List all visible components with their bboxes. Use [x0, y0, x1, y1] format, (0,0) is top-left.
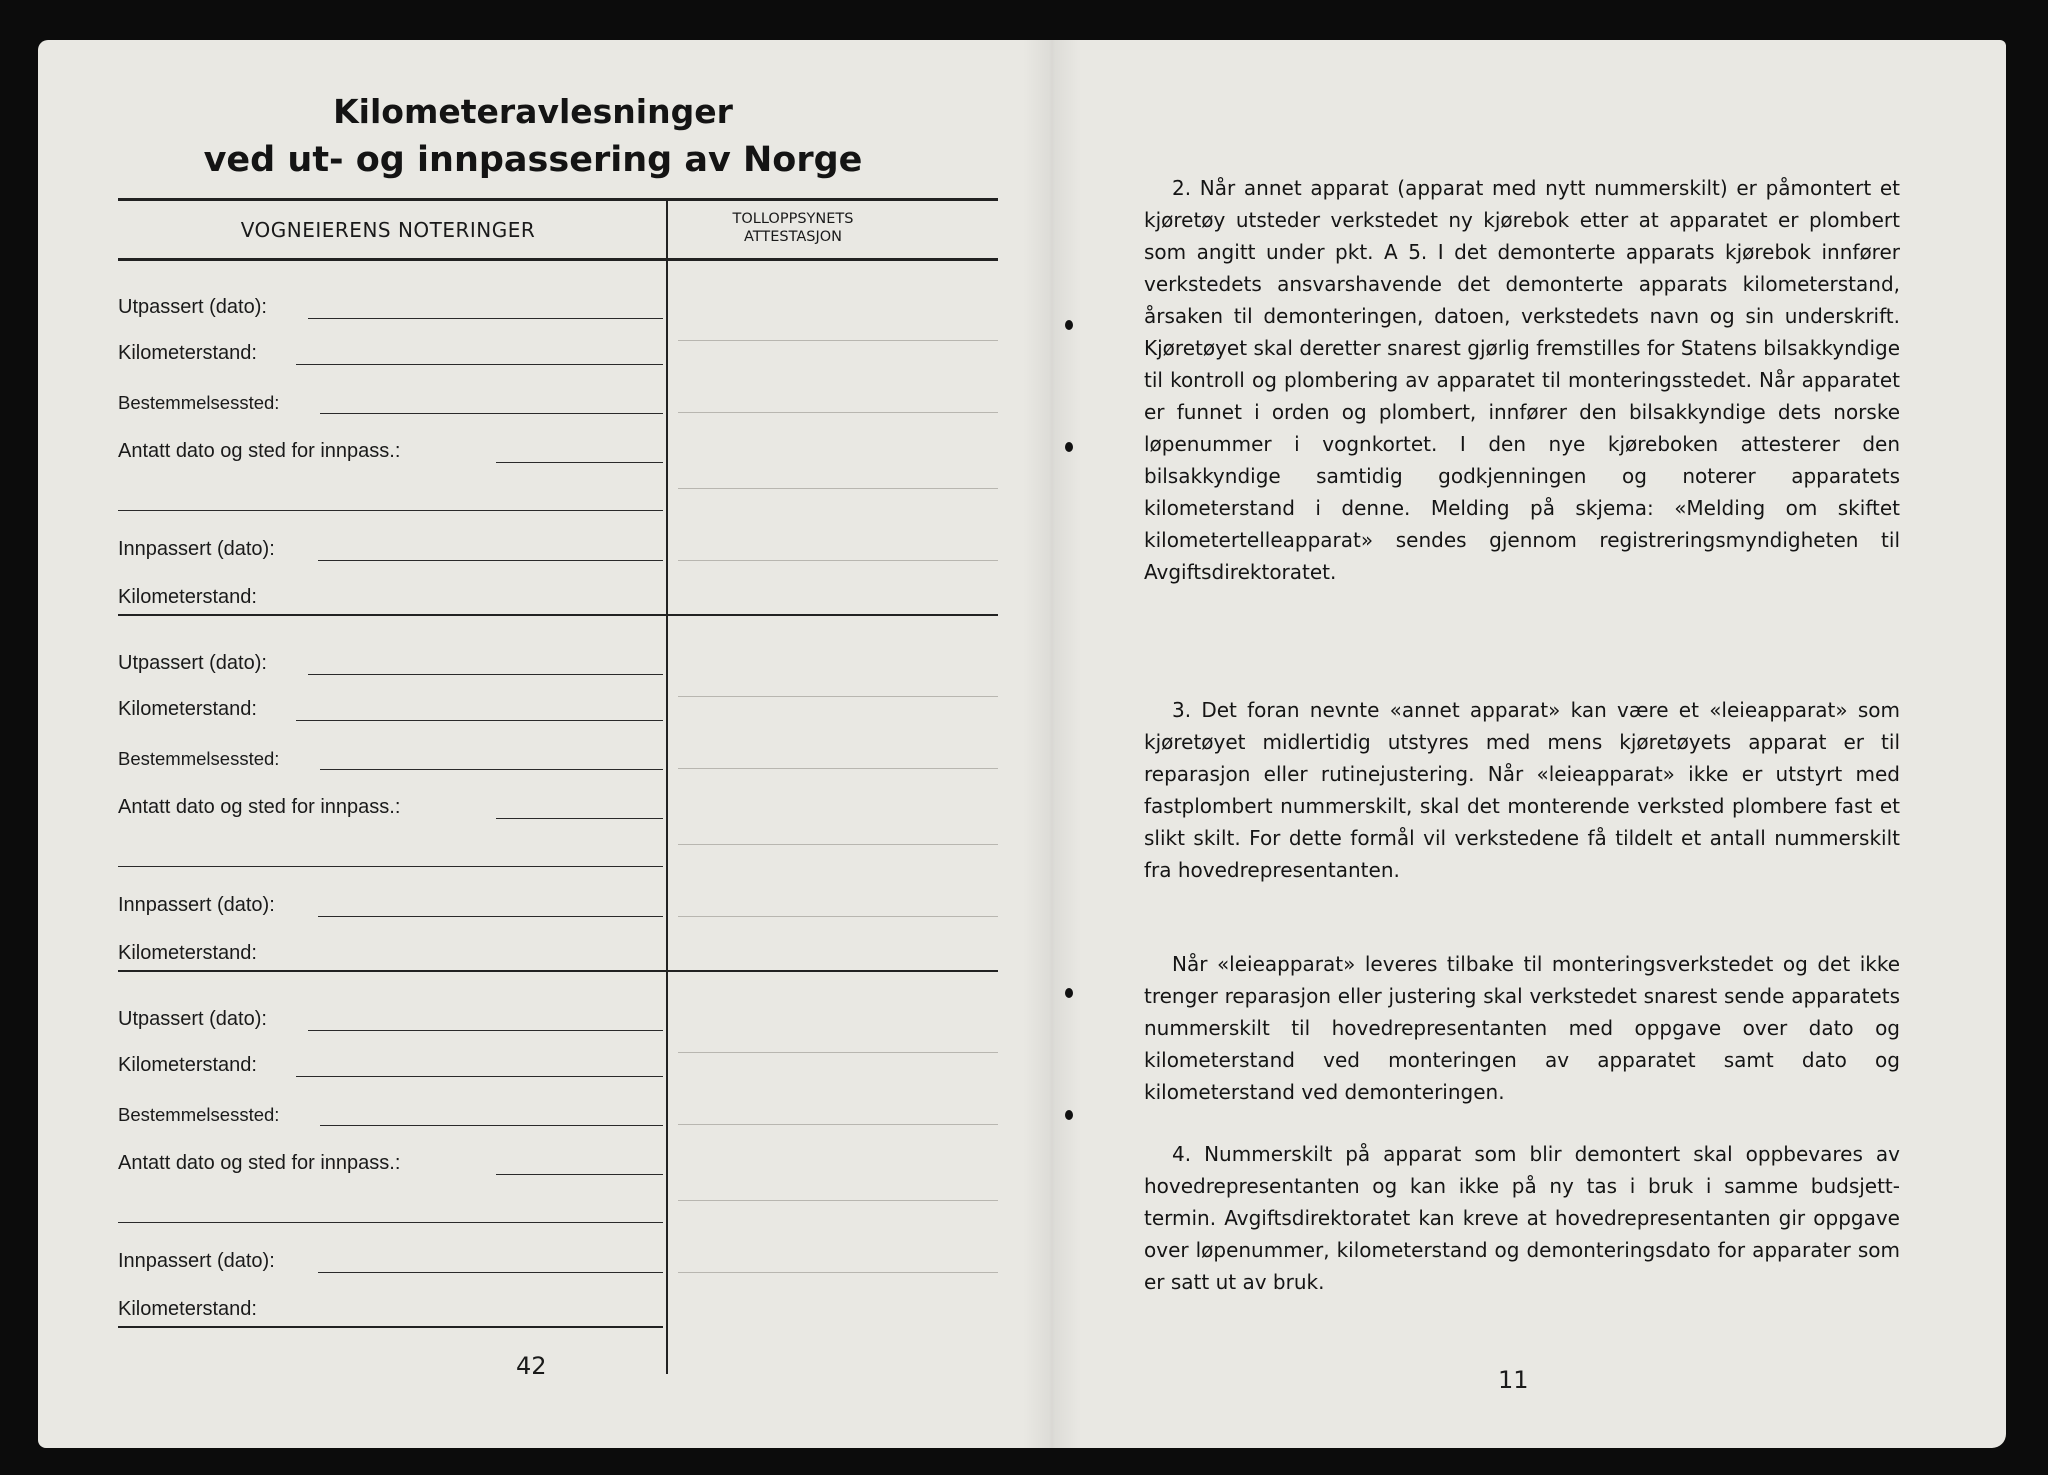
label-antatt-dato-sted: Antatt dato og sted for innpass.: — [118, 1152, 401, 1174]
label-bestemmelsessted: Bestemmelsessted: — [118, 1104, 280, 1125]
label-utpassert: Utpassert (dato): — [118, 1008, 267, 1030]
customs-field[interactable] — [678, 340, 998, 341]
field-kilometerstand[interactable] — [296, 364, 663, 365]
label-kilometerstand: Kilometerstand: — [118, 698, 257, 720]
label-innpassert: Innpassert (dato): — [118, 894, 275, 916]
column-header-customs-attestation — [663, 210, 923, 246]
staple-hole — [1065, 1110, 1073, 1120]
paragraph-4: 4. Nummerskilt på apparat som blir demontert skal oppbevares av hovedrepresentanten og kan ikke på ny tas i bruk i samme budsjett-termin. Avgiftsdirektoratet kan kreve at hovedrepresentanten gir oppgave over løpenummer, kilometerstand og demonteringsdato for apparater som er satt ut av bruk. — [1144, 1142, 1900, 1294]
label-innpassert: Innpassert (dato): — [118, 538, 275, 560]
staple-hole — [1065, 320, 1073, 330]
field-bestemmelsessted[interactable] — [320, 1125, 663, 1126]
table-top-rule — [118, 198, 998, 201]
field-antatt-dato-sted-line2[interactable] — [118, 1222, 663, 1223]
label-bestemmelsessted: Bestemmelsessted: — [118, 392, 280, 413]
header-bottom-rule — [118, 258, 998, 261]
customs-field[interactable] — [678, 412, 998, 413]
staple-hole — [1065, 988, 1073, 998]
label-kilometerstand: Kilometerstand: — [118, 1054, 257, 1076]
customs-field[interactable] — [678, 1052, 998, 1053]
column-divider — [666, 198, 668, 1374]
field-utpassert[interactable] — [308, 1030, 663, 1031]
field-kilometerstand[interactable] — [296, 720, 663, 721]
page-number-left: 42 — [516, 1352, 547, 1380]
label-kilometerstand: Kilometerstand: — [118, 586, 257, 608]
field-bestemmelsessted[interactable] — [320, 769, 663, 770]
section-divider — [118, 970, 998, 972]
customs-field[interactable] — [678, 916, 998, 917]
field-utpassert[interactable] — [308, 674, 663, 675]
customs-field[interactable] — [678, 768, 998, 769]
customs-header-line1: TOLLOPPSYNETS — [732, 211, 854, 227]
staple-hole — [1065, 442, 1073, 452]
customs-field[interactable] — [678, 844, 998, 845]
label-innpassert: Innpassert (dato): — [118, 1250, 275, 1272]
customs-field[interactable] — [678, 1200, 998, 1201]
field-antatt-dato-sted-line2[interactable] — [118, 866, 663, 867]
page-number-right: 11 — [1498, 1366, 1529, 1394]
customs-field[interactable] — [678, 488, 998, 489]
label-kilometerstand: Kilometerstand: — [118, 1298, 257, 1320]
field-antatt-dato-sted[interactable] — [496, 1174, 663, 1175]
field-antatt-dato-sted-line2[interactable] — [118, 510, 663, 511]
paragraph-2: 2. Når annet apparat (apparat med nytt nummerskilt) er påmontert et kjøretøy utsteder verkstedet ny kjørebok etter at apparatet er plombert som angitt under pkt. A 5. I det demonterte apparats kjørebok innfører verkstedets ansvarshavende det demonterte apparats kilometerstand, årsaken til demonteringen, datoen, verkstedets navn og sin underskrift. Kjøretøyet skal deretter snarest gjørlig fremstilles for Statens bilsakkyndige til kontroll og plombering av apparatet til monteringsstedet. Når apparatet er funnet i orden og plombert, innfører den bilsakkyndige dets norske løpenummer i vognkortet. I den nye kjøreboken attesterer den bilsakkyndige samtidig godkjenningen og noterer apparatets kilometerstand i denne. Melding på skjema: «Melding om skiftet kilometertelleapparat» sendes gjennom registreringsmyndigheten til Avgiftsdirektoratet. — [1144, 176, 1900, 584]
paragraph-3: 3. Det foran nevnte «annet apparat» kan være et «leieapparat» som kjøretøyet midlertidig utstyres med mens kjøretøyets apparat er til reparasjon eller rutinejustering. Når «leieapparat» ikke er utstyrt med fastplombert nummerskilt, skal det monterende verksted plombere fast et slikt skilt. For dette formål vil verkstedene få tildelt et antall nummerskilt fra hovedrepresentanten. — [1144, 698, 1900, 882]
table-bottom-rule — [118, 1326, 663, 1328]
label-utpassert: Utpassert (dato): — [118, 652, 267, 674]
form-title-line1: Kilometeravlesninger — [333, 92, 733, 131]
booklet-spread — [38, 40, 2006, 1448]
customs-field[interactable] — [678, 1272, 998, 1273]
field-antatt-dato-sted[interactable] — [496, 818, 663, 819]
label-kilometerstand: Kilometerstand: — [118, 942, 257, 964]
field-bestemmelsessted[interactable] — [320, 413, 663, 414]
left-page-form — [38, 40, 1028, 1448]
section-divider — [118, 614, 998, 616]
customs-field[interactable] — [678, 1124, 998, 1125]
field-antatt-dato-sted[interactable] — [496, 462, 663, 463]
column-header-owner-notes: VOGNEIERENS NOTERINGER — [240, 218, 536, 242]
form-title-line2: ved ut- og innpassering av Norge — [203, 140, 863, 180]
customs-field[interactable] — [678, 696, 998, 697]
paragraph-3b: Når «leieapparat» leveres tilbake til monteringsverkstedet og det ikke trenger reparasjon eller justering skal verkstedet snarest sende apparatets nummerskilt til hovedrepresentanten med oppgave over dato og kilometerstand ved monteringen av apparatet samt dato og kilometerstand ved demonteringen. — [1144, 952, 1900, 1104]
label-antatt-dato-sted: Antatt dato og sted for innpass.: — [118, 796, 401, 818]
label-kilometerstand: Kilometerstand: — [118, 342, 257, 364]
field-utpassert[interactable] — [308, 318, 663, 319]
field-kilometerstand[interactable] — [296, 1076, 663, 1077]
field-innpassert[interactable] — [318, 560, 663, 561]
label-antatt-dato-sted: Antatt dato og sted for innpass.: — [118, 440, 401, 462]
field-innpassert[interactable] — [318, 1272, 663, 1273]
customs-header-line2: ATTESTASJON — [743, 229, 842, 245]
booklet-spine — [1023, 40, 1081, 1448]
customs-field[interactable] — [678, 560, 998, 561]
label-utpassert: Utpassert (dato): — [118, 296, 267, 318]
label-bestemmelsessted: Bestemmelsessted: — [118, 748, 280, 769]
right-page-text — [1078, 40, 2006, 1448]
field-innpassert[interactable] — [318, 916, 663, 917]
